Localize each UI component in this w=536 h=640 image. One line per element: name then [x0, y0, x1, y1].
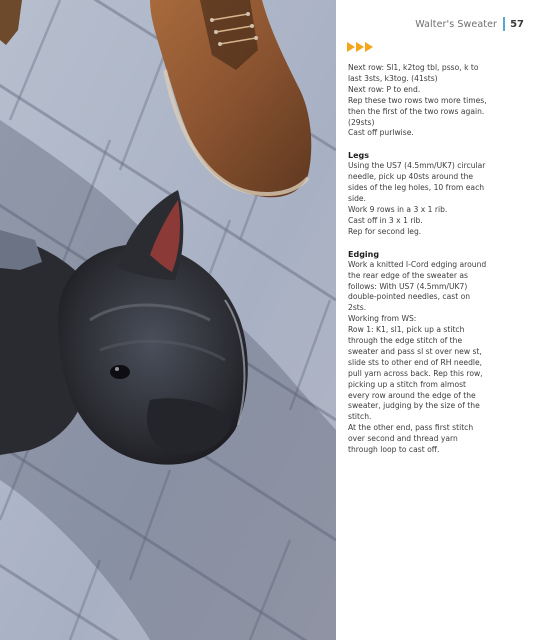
pattern-instructions: [348, 63, 488, 456]
arrow-icon: [347, 42, 355, 52]
instruction-line: Work a knitted I-Cord edging around the rear edge of the sweater as follows: With US7 (4.5mm/UK7) double-pointed needles, cast on 2sts.: [348, 259, 487, 313]
arrow-icon: [356, 42, 364, 52]
page-number: 57: [510, 18, 524, 30]
header-title: Walter's Sweater: [415, 18, 498, 30]
section-heading: Edging: [348, 249, 380, 259]
instruction-line: Next row: P to end.: [348, 84, 421, 94]
instruction-line: Using the US7 (4.5mm/UK7) circular needle, pick up 40sts around the sides of the leg holes, 10 from each side.: [348, 161, 486, 204]
instruction-line: Row 1: K1, sl1, pick up a stitch through the edge stitch of the sweater and pass sl st over new st, slide sts to other end of RH needle, pull yarn across back. Rep this row, picking up a stitch from almost every row around the edge of the sweater, judging by the size of the stitch.: [348, 325, 483, 422]
instruction-line: Next row: Sl1, k2tog tbl, psso, k to last 3sts, k3tog. (41sts): [348, 63, 479, 83]
instruction-line: At the other end, pass first stitch over second and thread yarn through loop to cast off.: [348, 423, 474, 455]
instruction-line: Work 9 rows in a 3 x 1 rib.: [348, 204, 448, 214]
edging-section: [348, 249, 488, 456]
instruction-line: Rep for second leg.: [348, 226, 422, 236]
triple-arrow-icon: [347, 42, 373, 52]
legs-section: [348, 150, 488, 237]
instruction-line: Cast off purlwise.: [348, 128, 414, 138]
section-heading: Legs: [348, 151, 370, 161]
instruction-line: Cast off in 3 x 1 rib.: [348, 215, 423, 225]
running-header: [415, 17, 524, 31]
header-separator: [503, 17, 505, 31]
intro-section: [348, 63, 488, 139]
instruction-line: Rep these two rows two more times, then the first of the two rows again. (29sts): [348, 95, 487, 127]
arrow-icon: [365, 42, 373, 52]
instruction-line: Working from WS:: [348, 314, 417, 324]
